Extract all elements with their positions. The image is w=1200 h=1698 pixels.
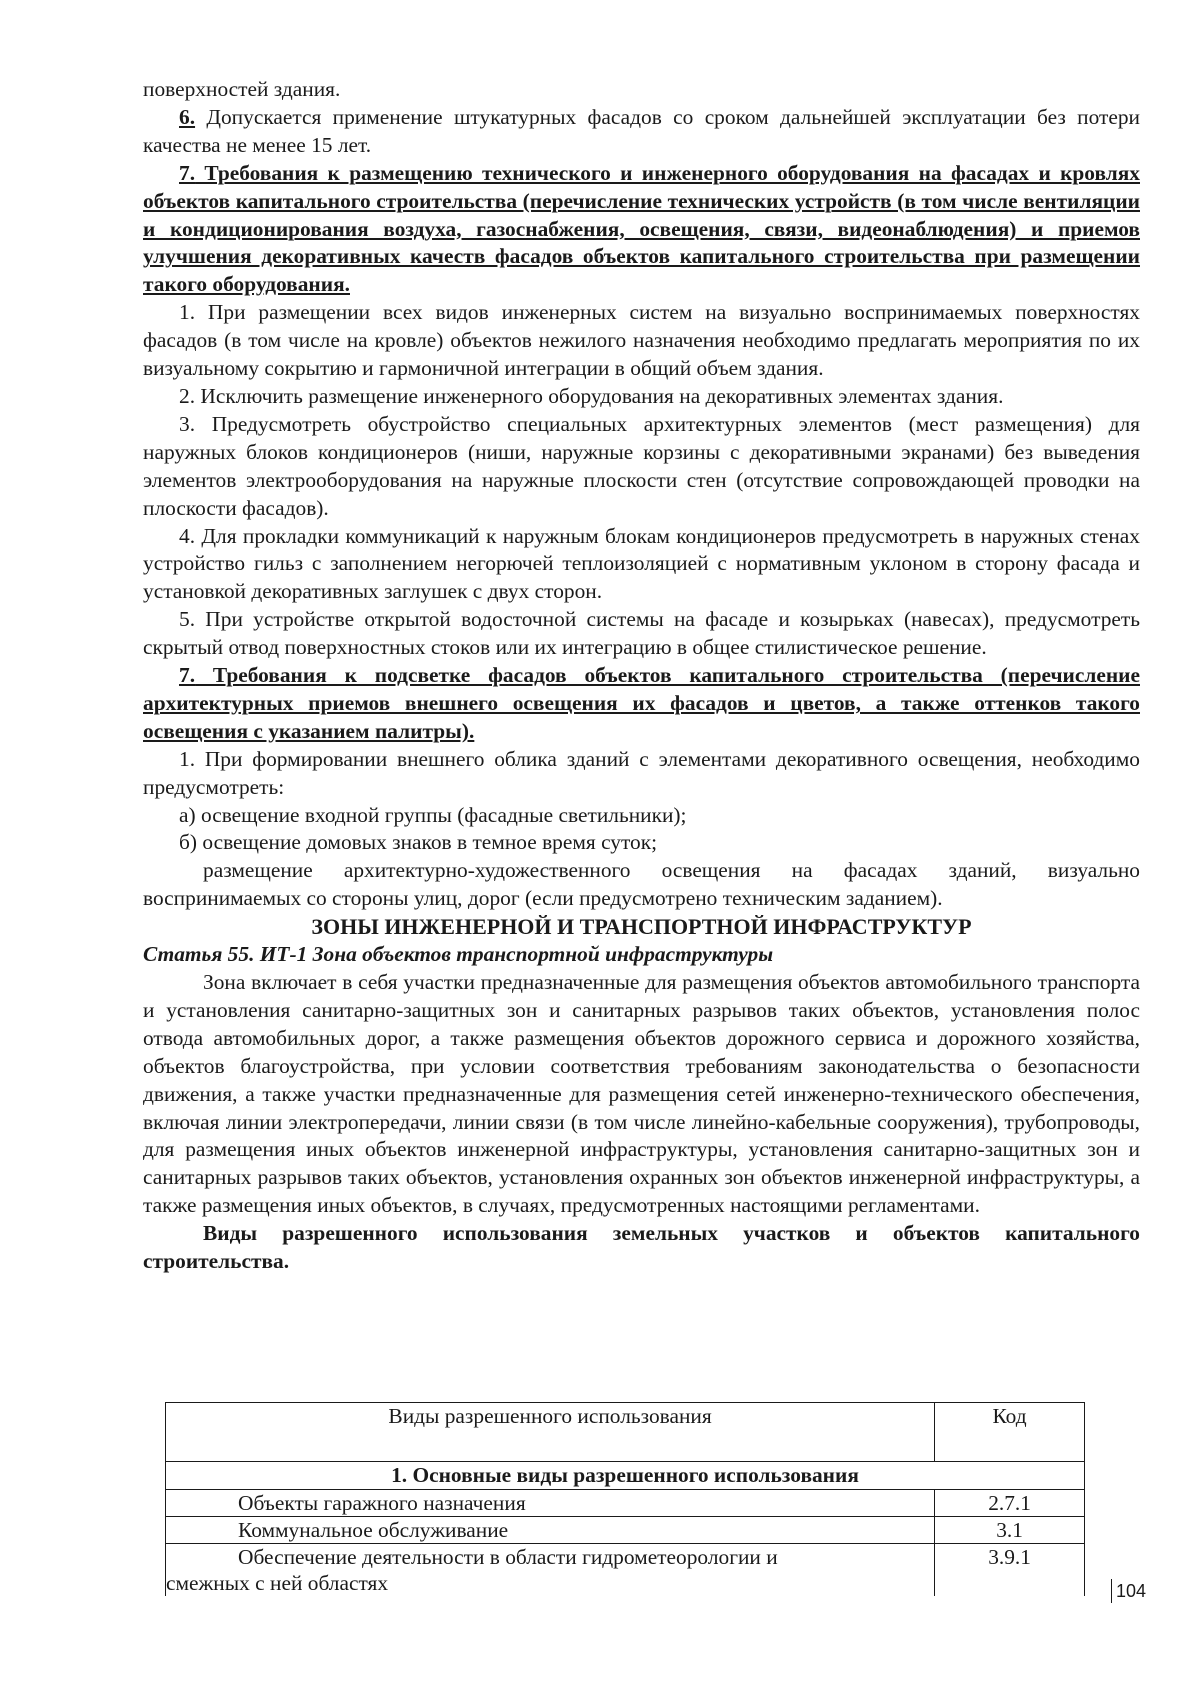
paragraph-text: Допускается применение штукатурных фасадов со сроком дальнейшей эксплуатации без потери качества не менее 15 лет. xyxy=(143,104,1140,157)
table-cell: Коммунальное обслуживание xyxy=(166,1517,935,1544)
paragraph: 3. Предусмотреть обустройство специальных архитектурных элементов (мест размещения) для наружных блоков кондиционеров (ниши, наружные корзины с декоративными экранами) без выведения элементов электрооборудования на наружные плоскости стен (отсутствие сопровождающей проводки на плоскости фасадов). xyxy=(143,411,1140,520)
heading-text: Требования к подсветке фасадов объектов капитального строительства (перечисление архитектурных приемов внешнего освещения их фасадов и цветов, а также оттенков такого освещения с указанием палитры). xyxy=(143,663,1140,743)
section-heading xyxy=(143,160,1140,300)
section-title: ЗОНЫ ИНЖЕНЕРНОЙ И ТРАНСПОРТНОЙ ИНФРАСТРУКТУР xyxy=(311,914,972,940)
paragraph: Зона включает в себя участки предназначенные для размещения объектов автомобильного транспорта и установления санитарно-защитных зон и санитарных разрывов таких объектов, установления полос отвода автомобильных дорог, а также размещения объектов дорожного сервиса и дорожного хозяйства, объектов благоустройства, при условии соответствия требованиям законодательства о безопасности движения, а также участки предназначенные для размещения сетей инженерно-технического обеспечения, включая линии электропередачи, линии связи (в том числе линейно-кабельные сооружения), трубопроводы, для размещения иных объектов инженерной инфраструктуры, установления санитарно-защитных зон и санитарных разрывов таких объектов, установления охранных зон объектов инженерной инфраструктуры, а также размещения иных объектов, в случаях, предусмотренных настоящими регламентами. xyxy=(143,970,1140,1218)
cell-line: смежных с ней областях xyxy=(166,1571,389,1595)
document-body xyxy=(143,76,1140,1276)
table-cell: 3.9.1 xyxy=(935,1544,1085,1597)
uses-heading-text: Виды разрешенного использования земельных участков и объектов капитального строительства. xyxy=(143,1221,1140,1274)
paragraph: 2. Исключить размещение инженерного оборудования на декоративных элементах здания. xyxy=(179,383,1004,408)
heading-number: 7. xyxy=(179,160,196,185)
article-title: Статья 55. ИТ-1 Зона объектов транспортной инфраструктуры xyxy=(143,942,774,967)
section-heading xyxy=(143,662,1140,746)
heading-number: 7. xyxy=(179,663,196,688)
table-section-row xyxy=(166,1462,1085,1490)
paragraph: 5. При устройстве открытой водосточной системы на фасаде и козырьках (навесах), предусмотреть скрытый отвод поверхностных стоков или их интеграцию в общее стилистическое решение. xyxy=(143,607,1140,660)
page-number: 104 xyxy=(1111,1579,1146,1603)
table-cell: Объекты гаражного назначения xyxy=(166,1490,935,1517)
table-cell: 2.7.1 xyxy=(935,1490,1085,1517)
column-header: Код xyxy=(935,1403,1085,1462)
table-row xyxy=(166,1517,1085,1544)
table-section-title: 1. Основные виды разрешенного использования xyxy=(166,1462,1085,1490)
paragraph: 1. При размещении всех видов инженерных систем на визуально воспринимаемых поверхностях фасадов (в том числе на кровле) объектов нежилого назначения необходимо предлагать мероприятия по их визуальному сокрытию и гармоничной интеграции в общий объем здания. xyxy=(143,300,1140,381)
table-header-row xyxy=(166,1403,1085,1462)
heading-text: Требования к размещению технического и инженерного оборудования на фасадах и кровлях объектов капитального строительства (перечисление технических устройств (в том числе вентиляции и кондиционирования воздуха, газоснабжения, освещения, связи, видеонаблюдения) и приемов улучшения декоративных качеств фасадов объектов капитального строительства при размещении такого оборудования. xyxy=(143,160,1140,297)
table-row xyxy=(166,1544,1085,1597)
list-item: б) освещение домовых знаков в темное время суток; xyxy=(179,830,658,855)
list-item: а) освещение входной группы (фасадные светильники); xyxy=(179,802,687,827)
paragraph: размещение архитектурно-художественного освещения на фасадах зданий, визуально воспринимаемых со стороны улиц, дорог (если предусмотрено техническим заданием). xyxy=(143,858,1140,911)
paragraph xyxy=(143,104,1140,160)
uses-heading xyxy=(143,1220,1140,1276)
paragraph: 1. При формировании внешнего облика зданий с элементами декоративного освещения, необходимо предусмотреть: xyxy=(143,746,1140,799)
cell-line: Обеспечение деятельности в области гидрометеорологии и xyxy=(238,1545,778,1569)
land-use-table xyxy=(165,1402,1085,1596)
column-header: Виды разрешенного использования xyxy=(166,1403,935,1462)
table-row xyxy=(166,1490,1085,1517)
table-cell xyxy=(166,1544,935,1597)
paragraph: поверхностей здания. xyxy=(143,77,341,101)
item-number: 6. xyxy=(179,104,196,129)
table-cell: 3.1 xyxy=(935,1517,1085,1544)
paragraph: 4. Для прокладки коммуникаций к наружным блокам кондиционеров предусмотреть в наружных стенах устройство гильз с заполнением негорючей теплоизоляцией с нормативным уклоном в сторону фасада и установкой декоративных заглушек с двух сторон. xyxy=(143,523,1140,604)
